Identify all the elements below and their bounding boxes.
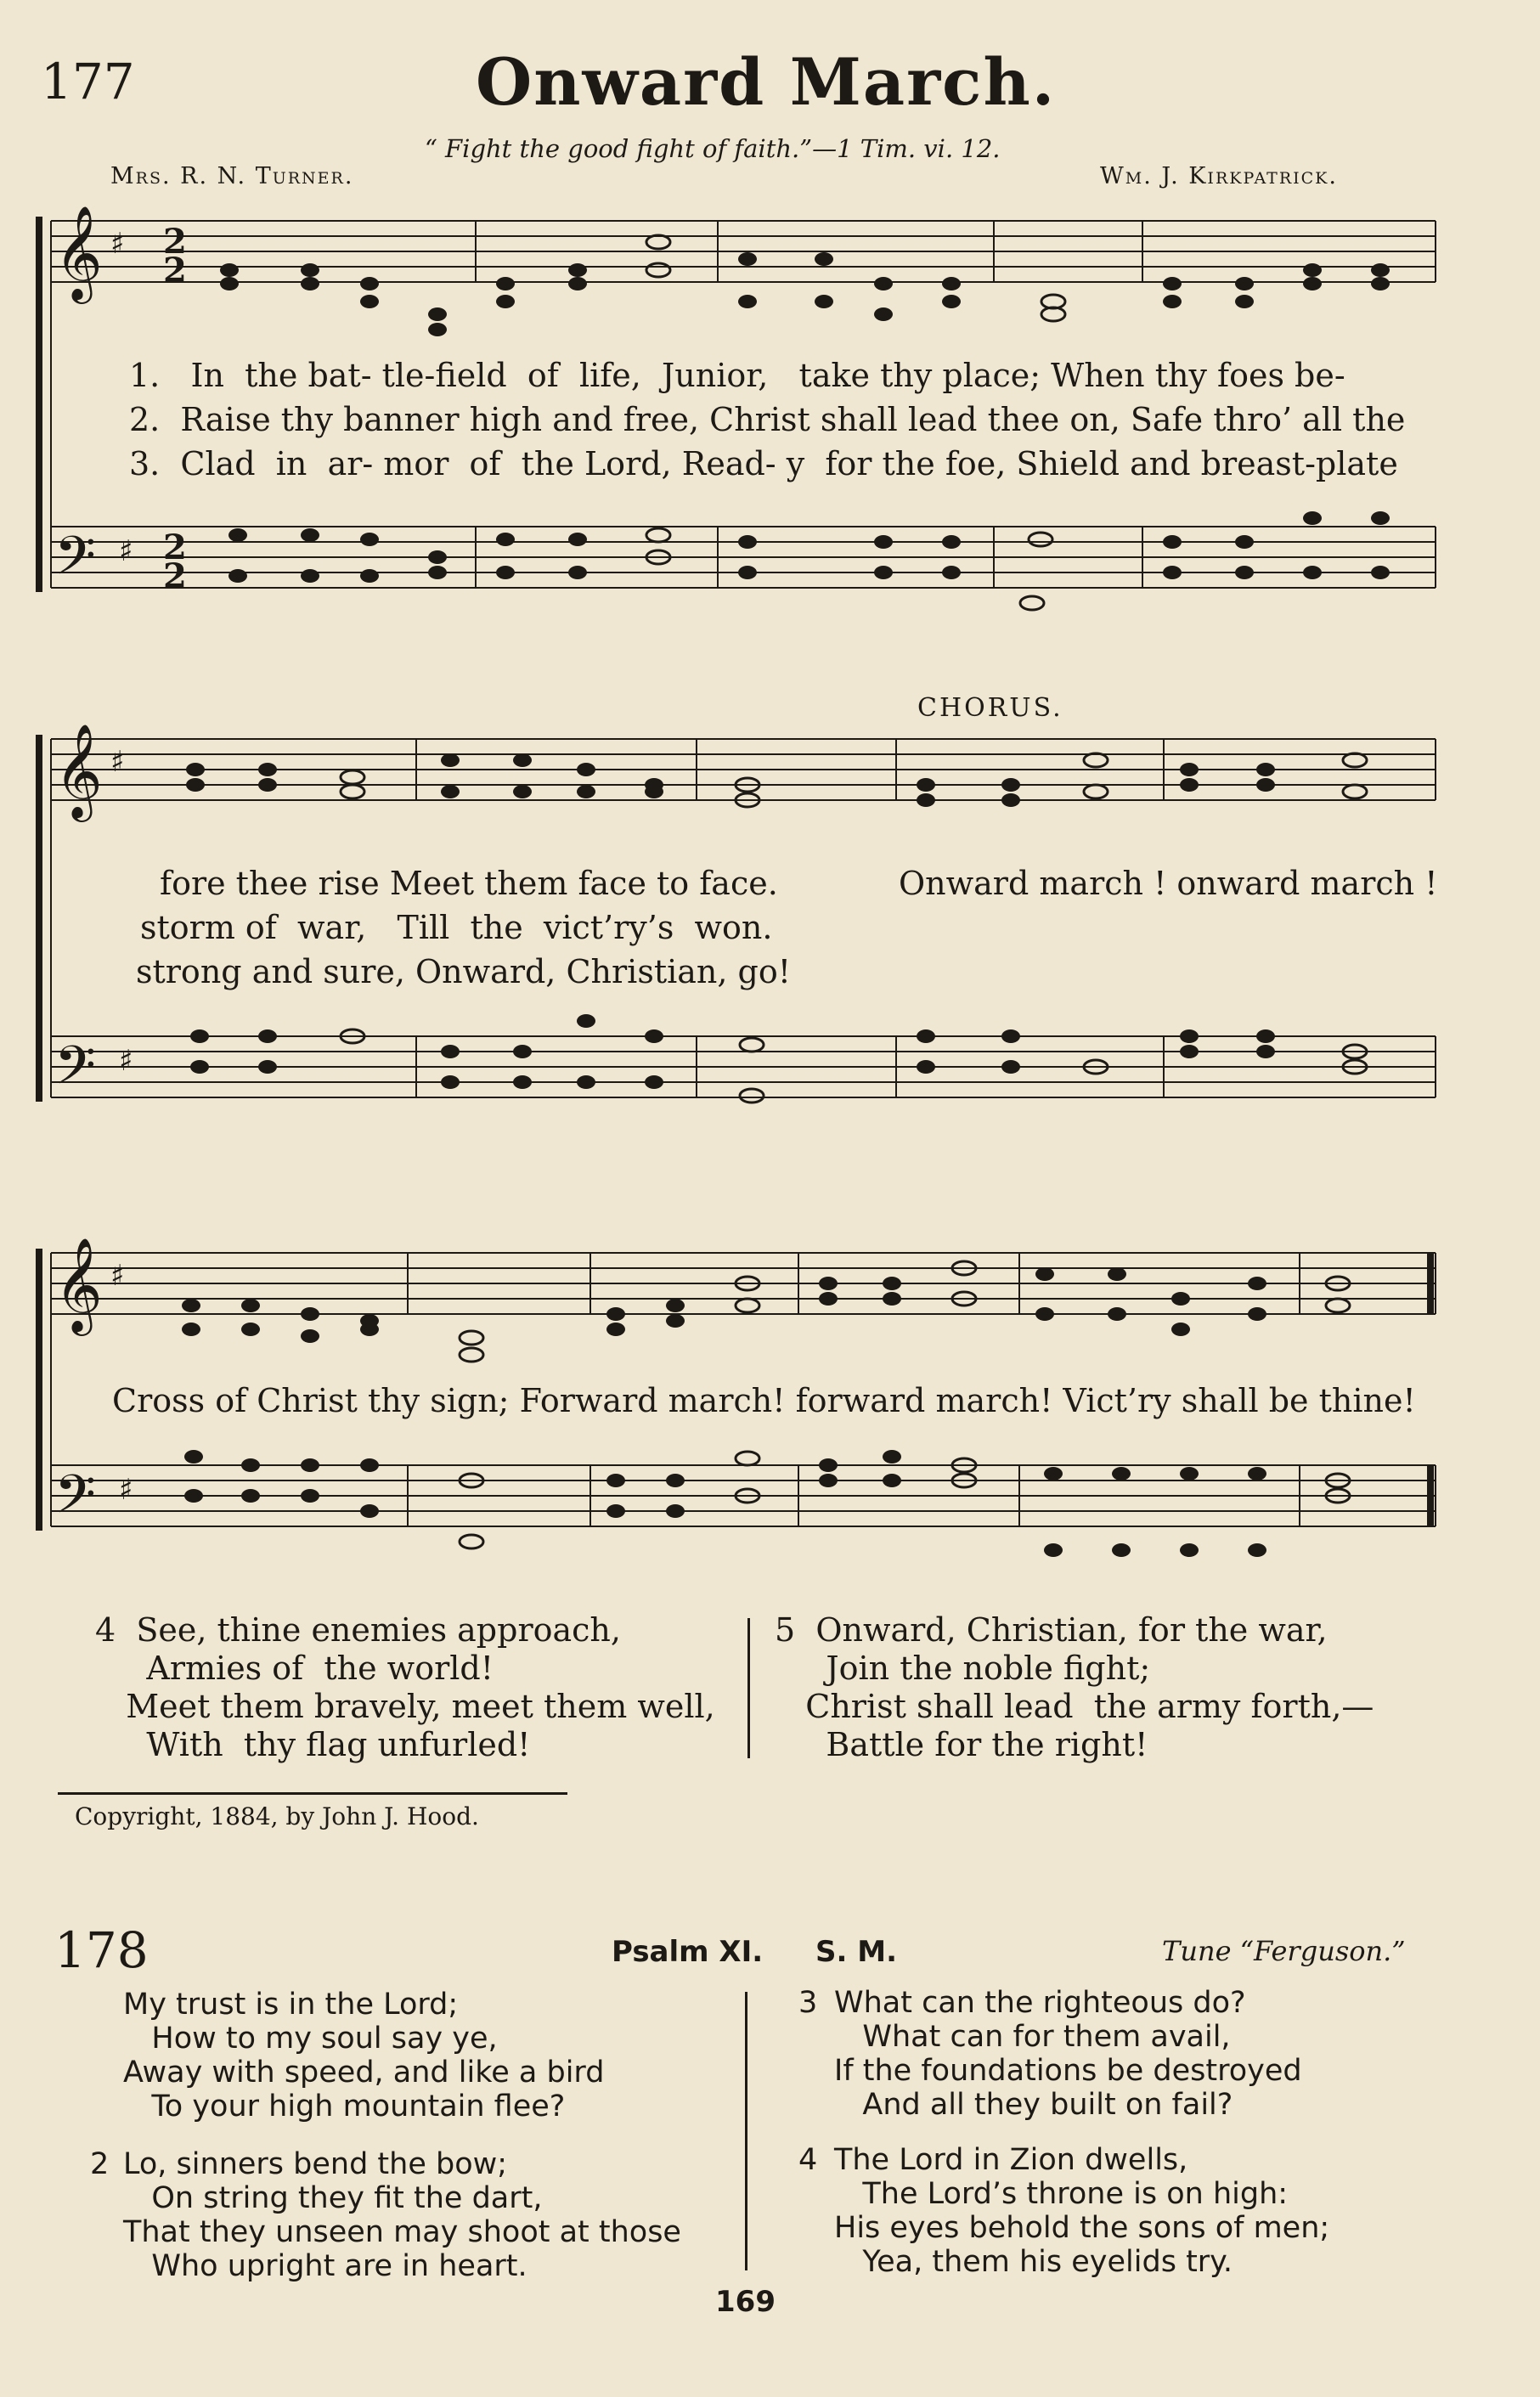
verse-5-line-2: Join the noble fight; [775,1650,1151,1687]
psalm-verse-4-line-3: His eyes behold the sons of men; [834,2211,1330,2245]
svg-text:2: 2 [163,556,187,596]
svg-text:𝄞: 𝄞 [54,1237,103,1332]
svg-text:𝄞: 𝄞 [54,723,103,818]
svg-text:♯: ♯ [110,227,125,261]
hymn-178-number: 178 [54,1921,149,1979]
verse-5-line-1: 5 Onward, Christian, for the war, [775,1611,1328,1649]
verse-5 [775,1611,1374,1764]
svg-text:𝄢: 𝄢 [54,1463,96,1538]
svg-text:♯: ♯ [110,1259,125,1293]
author-credit: Mrs. R. N. Turner. [110,163,354,189]
verse-4 [95,1611,715,1764]
svg-text:2: 2 [163,251,187,290]
page-number: 169 [715,2285,776,2319]
psalm-verse-2 [123,2147,681,2283]
psalm-verse-2-line-4: Who upright are in heart. [123,2249,527,2283]
psalm-verse-3 [834,1986,1302,2122]
psalm-reference: Psalm XI. [612,1935,764,1969]
epigraph: “ Fight the good fight of faith.”—1 Tim. vi. 12. [425,134,1001,163]
svg-text:♯: ♯ [110,745,125,779]
svg-text:𝄞: 𝄞 [54,205,103,300]
stanza-3-line-2: strong and sure, Onward, Christian, go! [136,953,792,990]
copyright: Copyright, 1884, by John J. Hood. [75,1802,479,1830]
copyright-rule [58,1792,567,1795]
svg-text:𝄢: 𝄢 [54,1034,96,1109]
psalm-verse-1-line-3: Away with speed, and like a bird [123,2056,605,2090]
svg-text:♯: ♯ [119,534,133,568]
composer-credit: Wm. J. Kirkpatrick. [1100,163,1338,189]
chorus-label: CHORUS. [917,693,1063,723]
psalm-verse-3-line-4: And all they built on fail? [834,2088,1233,2122]
svg-text:2: 2 [163,527,187,567]
verse-5-line-4: Battle for the right! [775,1726,1148,1763]
psalm-verse-4 [834,2143,1329,2279]
stanza-2-line-1: 2. Raise thy banner high and free, Christ shall lead thee on, Safe thro’ all the [129,401,1406,438]
tune-name: Tune “Ferguson.” [1162,1935,1406,1967]
psalm-verse-1-line-2: How to my soul say ye, [123,2022,498,2056]
stanza-3-line-1: 3. Clad in ar- mor of the Lord, Read- y for the foe, Shield and breast-plate [129,445,1398,482]
psalm-verse-4-number: 4 [798,2143,818,2177]
psalm-verse-3-line-2: What can for them avail, [834,2020,1231,2054]
hymn-number: 177 [41,53,135,110]
verse-4-line-1: 4 See, thine enemies approach, [95,1611,621,1649]
meter: S. M. [815,1935,897,1969]
stanza-2-line-2: storm of war, Till the vict’ry’s won. [140,909,773,946]
psalm-verse-2-line-3: That they unseen may shoot at those [123,2215,681,2249]
svg-text:𝄢: 𝄢 [54,524,96,600]
psalm-verse-3-line-3: If the foundations be destroyed [834,2054,1302,2088]
psalm-verse-1-line-1: My trust is in the Lord; [123,1988,459,2022]
verse-divider [747,1618,750,1758]
psalm-verse-1 [123,1988,604,2123]
svg-text:♯: ♯ [119,1473,133,1507]
chorus-line-1: Onward march ! onward march ! [899,865,1438,902]
psalm-verse-2-line-2: On string they fit the dart, [123,2181,543,2215]
psalm-verse-2-number: 2 [90,2147,110,2181]
psalm-verse-4-line-4: Yea, them his eyelids try. [834,2245,1233,2279]
hymn-title: Onward March. [476,44,1057,120]
verse-4-line-4: With thy flag unfurled! [95,1726,531,1763]
svg-text:♯: ♯ [119,1044,133,1078]
stanza-1-line-2: fore thee rise Meet them face to face. [160,865,778,902]
psalm-verse-1-line-4: To your high mountain flee? [123,2090,566,2123]
psalm-verse-3-line-1: What can the righteous do? [834,1986,1246,2020]
svg-text:2: 2 [163,222,187,262]
verse-4-line-3: Meet them bravely, meet them well, [95,1688,715,1725]
verse-4-line-2: Armies of the world! [95,1650,494,1687]
verse-5-line-3: Christ shall lead the army forth,— [775,1688,1374,1725]
psalm-verse-4-line-2: The Lord’s throne is on high: [834,2177,1289,2211]
chorus-line-2: Cross of Christ thy sign; Forward march! forward march! Vict’ry shall be thine! [112,1382,1416,1419]
stanza-1-line-1: 1. In the bat- tle-field of life, Junior, take thy place; When thy foes be- [129,357,1345,394]
psalm-verse-4-line-1: The Lord in Zion dwells, [834,2143,1188,2177]
psalm-verse-3-number: 3 [798,1986,818,2020]
psalm-divider [745,1992,747,2270]
psalm-verse-2-line-1: Lo, sinners bend the bow; [123,2147,508,2181]
